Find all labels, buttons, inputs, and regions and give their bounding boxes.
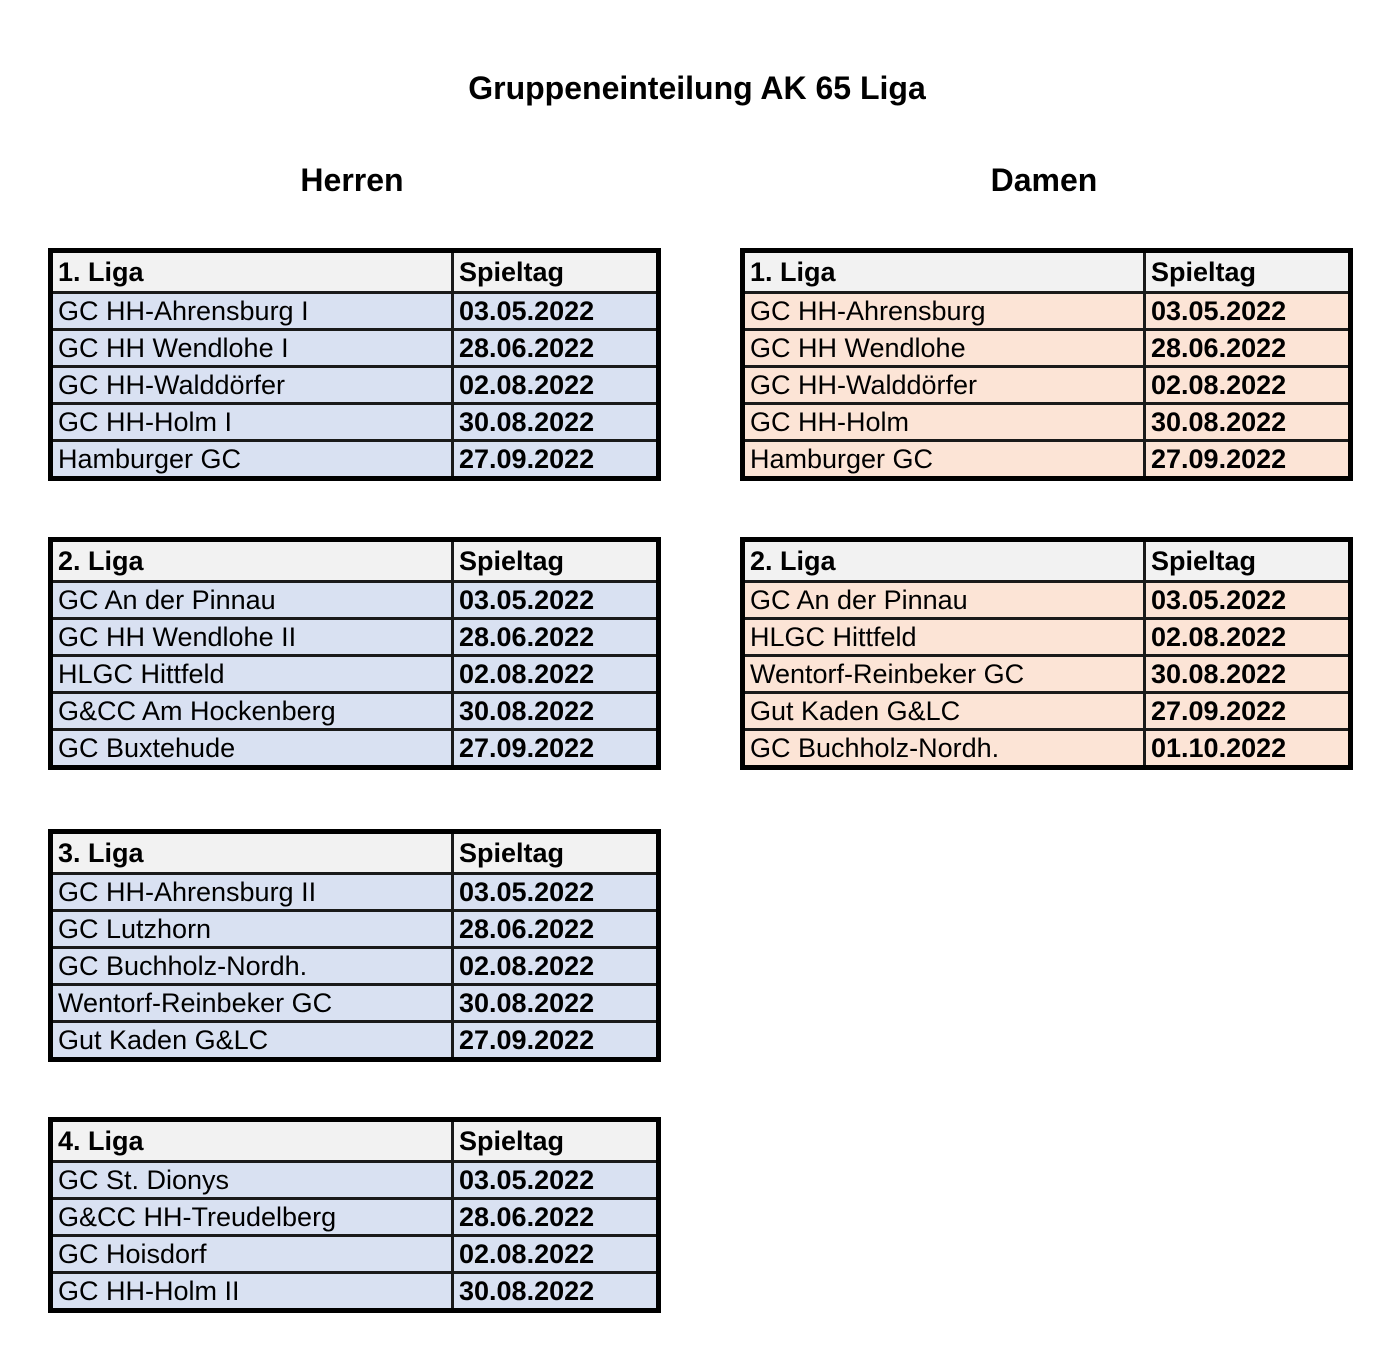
damen-liga-2-table xyxy=(740,537,1353,770)
match-date: 30.08.2022 xyxy=(453,693,659,730)
team-name: Wentorf-Reinbeker GC xyxy=(51,985,453,1022)
table-row xyxy=(51,693,659,730)
team-name: GC HH-Walddörfer xyxy=(51,367,453,404)
team-name: HLGC Hittfeld xyxy=(743,619,1145,656)
liga-name: 2. Liga xyxy=(51,540,453,582)
table-row xyxy=(51,730,659,768)
match-date: 28.06.2022 xyxy=(453,330,659,367)
table-row xyxy=(51,1273,659,1311)
damen-liga-1-table xyxy=(740,248,1353,481)
table-row xyxy=(51,582,659,619)
team-name: GC Buchholz-Nordh. xyxy=(743,730,1145,768)
liga-name: 4. Liga xyxy=(51,1120,453,1162)
table-row xyxy=(743,330,1351,367)
table-row xyxy=(743,367,1351,404)
herren-liga-4-table xyxy=(48,1117,661,1313)
table-row xyxy=(51,1022,659,1060)
table-row xyxy=(743,441,1351,479)
table-row xyxy=(743,404,1351,441)
table-row xyxy=(51,293,659,330)
table-row xyxy=(51,948,659,985)
team-name: G&CC Am Hockenberg xyxy=(51,693,453,730)
date-column-header: Spieltag xyxy=(453,540,659,582)
match-date: 28.06.2022 xyxy=(453,911,659,948)
team-name: GC HH-Ahrensburg II xyxy=(51,874,453,911)
table-row xyxy=(51,367,659,404)
table-row xyxy=(743,730,1351,768)
match-date: 03.05.2022 xyxy=(453,1162,659,1199)
herren-liga-1-table xyxy=(48,248,661,481)
table-row xyxy=(51,404,659,441)
match-date: 02.08.2022 xyxy=(1145,367,1351,404)
table-row xyxy=(743,293,1351,330)
herren-title: Herren xyxy=(300,162,404,198)
team-name: GC HH-Walddörfer xyxy=(743,367,1145,404)
date-column-header: Spieltag xyxy=(453,251,659,293)
team-name: GC An der Pinnau xyxy=(743,582,1145,619)
match-date: 27.09.2022 xyxy=(1145,441,1351,479)
team-name: Hamburger GC xyxy=(743,441,1145,479)
team-name: GC HH-Holm xyxy=(743,404,1145,441)
date-column-header: Spieltag xyxy=(1145,540,1351,582)
team-name: GC An der Pinnau xyxy=(51,582,453,619)
liga-name: 1. Liga xyxy=(743,251,1145,293)
team-name: Wentorf-Reinbeker GC xyxy=(743,656,1145,693)
match-date: 02.08.2022 xyxy=(453,367,659,404)
match-date: 27.09.2022 xyxy=(453,1022,659,1060)
match-date: 30.08.2022 xyxy=(1145,656,1351,693)
match-date: 27.09.2022 xyxy=(453,730,659,768)
match-date: 03.05.2022 xyxy=(453,293,659,330)
team-name: G&CC HH-Treudelberg xyxy=(51,1199,453,1236)
match-date: 02.08.2022 xyxy=(1145,619,1351,656)
date-column-header: Spieltag xyxy=(453,832,659,874)
damen-title: Damen xyxy=(990,162,1098,198)
liga-name: 2. Liga xyxy=(743,540,1145,582)
team-name: GC Buchholz-Nordh. xyxy=(51,948,453,985)
page-title: Gruppeneinteilung AK 65 Liga xyxy=(468,70,926,106)
table-row xyxy=(51,330,659,367)
match-date: 30.08.2022 xyxy=(453,985,659,1022)
match-date: 28.06.2022 xyxy=(453,619,659,656)
table-row xyxy=(51,656,659,693)
table-row xyxy=(51,441,659,479)
table-row xyxy=(51,985,659,1022)
table-header-row xyxy=(51,1120,659,1162)
match-date: 03.05.2022 xyxy=(1145,582,1351,619)
match-date: 30.08.2022 xyxy=(453,1273,659,1311)
match-date: 03.05.2022 xyxy=(453,874,659,911)
date-column-header: Spieltag xyxy=(453,1120,659,1162)
table-header-row xyxy=(51,540,659,582)
match-date: 01.10.2022 xyxy=(1145,730,1351,768)
match-date: 28.06.2022 xyxy=(1145,330,1351,367)
table-row xyxy=(51,1162,659,1199)
match-date: 30.08.2022 xyxy=(453,404,659,441)
table-row xyxy=(51,874,659,911)
match-date: 27.09.2022 xyxy=(1145,693,1351,730)
team-name: GC HH Wendlohe xyxy=(743,330,1145,367)
table-header-row xyxy=(743,251,1351,293)
team-name: GC Lutzhorn xyxy=(51,911,453,948)
match-date: 03.05.2022 xyxy=(453,582,659,619)
liga-name: 3. Liga xyxy=(51,832,453,874)
liga-name: 1. Liga xyxy=(51,251,453,293)
team-name: GC HH Wendlohe II xyxy=(51,619,453,656)
table-row xyxy=(51,619,659,656)
match-date: 27.09.2022 xyxy=(453,441,659,479)
team-name: Gut Kaden G&LC xyxy=(743,693,1145,730)
match-date: 02.08.2022 xyxy=(453,656,659,693)
team-name: GC Buxtehude xyxy=(51,730,453,768)
match-date: 02.08.2022 xyxy=(453,1236,659,1273)
table-row xyxy=(743,693,1351,730)
team-name: GC Hoisdorf xyxy=(51,1236,453,1273)
match-date: 30.08.2022 xyxy=(1145,404,1351,441)
team-name: GC HH-Ahrensburg xyxy=(743,293,1145,330)
team-name: GC HH-Holm I xyxy=(51,404,453,441)
match-date: 02.08.2022 xyxy=(453,948,659,985)
table-row xyxy=(743,656,1351,693)
table-row xyxy=(51,1236,659,1273)
team-name: Gut Kaden G&LC xyxy=(51,1022,453,1060)
herren-liga-3-table xyxy=(48,829,661,1062)
table-header-row xyxy=(51,251,659,293)
table-row xyxy=(51,911,659,948)
team-name: GC St. Dionys xyxy=(51,1162,453,1199)
table-row xyxy=(743,582,1351,619)
team-name: GC HH-Holm II xyxy=(51,1273,453,1311)
team-name: Hamburger GC xyxy=(51,441,453,479)
herren-liga-2-table xyxy=(48,537,661,770)
table-row xyxy=(743,619,1351,656)
team-name: GC HH-Ahrensburg I xyxy=(51,293,453,330)
table-header-row xyxy=(51,832,659,874)
team-name: HLGC Hittfeld xyxy=(51,656,453,693)
team-name: GC HH Wendlohe I xyxy=(51,330,453,367)
match-date: 28.06.2022 xyxy=(453,1199,659,1236)
table-header-row xyxy=(743,540,1351,582)
table-row xyxy=(51,1199,659,1236)
match-date: 03.05.2022 xyxy=(1145,293,1351,330)
date-column-header: Spieltag xyxy=(1145,251,1351,293)
